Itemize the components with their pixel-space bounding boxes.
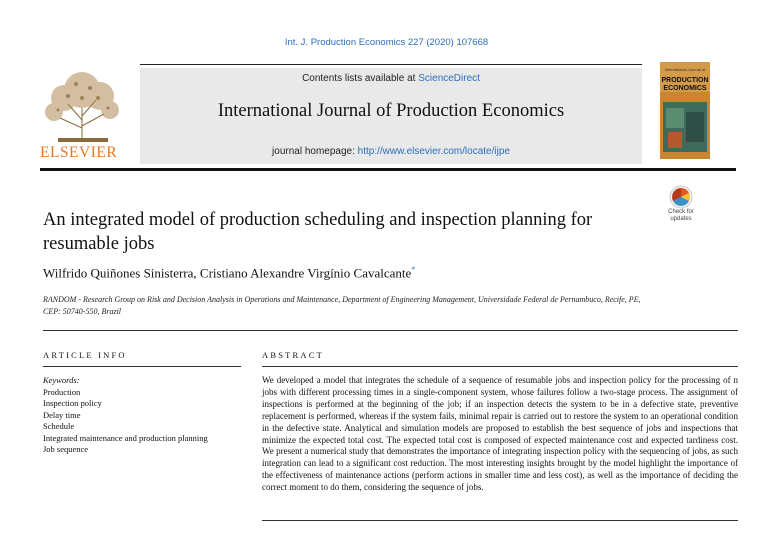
keyword-item: Production: [43, 386, 81, 397]
cover-image: [660, 62, 710, 159]
journal-homepage-link[interactable]: http://www.elsevier.com/locate/ijpe: [357, 146, 510, 157]
contents-line: [140, 73, 642, 84]
crossmark-icon: [660, 185, 702, 209]
keyword-item: Inspection policy: [43, 398, 102, 408]
keyword-item: Job sequence: [43, 444, 89, 454]
keywords-block: [43, 375, 241, 456]
keyword-item: Integrated maintenance and production planning: [43, 432, 208, 443]
author-affiliation: RANDOM - Research Group on Risk and Decision Analysis in Operations and Maintenance, Department of Engineering Management, Universidade Federal de Pernambuco, Recife, PE, CEP: 50740-550, Brazil: [43, 295, 641, 316]
abstract-rule: [262, 366, 738, 367]
header-top-rule: [140, 64, 642, 65]
header-bottom-rule: [40, 168, 736, 171]
cover-line2: ECONOMICS: [663, 85, 707, 92]
keywords-label: Keywords:: [43, 375, 80, 385]
keyword-item: Schedule: [43, 421, 75, 431]
homepage-line: [140, 146, 642, 157]
author-list: [43, 265, 415, 281]
keyword-item: Delay time: [43, 409, 81, 420]
svg-text:International Journal of: International Journal of: [664, 67, 706, 72]
author-separator: ,: [193, 265, 200, 281]
corresponding-author-mark[interactable]: *: [411, 265, 416, 274]
title-section-rule: [43, 330, 738, 331]
article-title: An integrated model of production scheduling and inspection planning for resumable jobs: [43, 210, 593, 254]
elsevier-logo[interactable]: [38, 68, 128, 163]
author-2[interactable]: Cristiano Alexandre Virgínio Cavalcante: [199, 265, 412, 281]
abstract-bottom-rule: [262, 520, 738, 521]
journal-citation[interactable]: Int. J. Production Economics 227 (2020) 107668: [284, 37, 489, 48]
journal-title: International Journal of Production Economics: [217, 101, 565, 121]
article-info-rule: [43, 366, 241, 367]
abstract-heading: ABSTRACT: [262, 350, 324, 360]
journal-cover-thumbnail[interactable]: [660, 62, 710, 159]
contents-prefix: Contents lists available at: [302, 73, 419, 84]
author-1[interactable]: Wilfrido Quiñones Sinisterra: [43, 265, 194, 281]
homepage-prefix: journal homepage:: [272, 146, 358, 157]
cover-line1: PRODUCTION: [661, 77, 709, 84]
abstract-text: We developed a model that integrates the schedule of a sequence of resumable jobs and inspection policy for the processing of n jobs with different processing times in a single-component system, whose failures follow a two-stage process. The assignment of inspections is performed at the beginning of the job; if an inspection detects the system to be in a defective state, preventive replacement is performed, whereas if the system fails, minimal repair is carried out to restore the system to an operational condition in the defective state. Analytical and simulation models are proposed to establish the best sequence of jobs and inspections that minimize the expected total cost. The expected total cost is composed of expected maintenance cost and expected tardiness cost. We present a numerical study that demonstrates the importance of integrating inspection policy with the sequencing of jobs, as such integration can lead to a significant cost reduction. The most interesting insights brought by the model highlight the importance of the effectiveness of maintenance actions (perform actions in smaller time and less cost), as well as the importance of deciding the correct moment to do them, considering the sequence of jobs.: [262, 375, 738, 493]
journal-header: [140, 68, 642, 164]
crossmark-label-line2: updates: [670, 216, 692, 222]
elsevier-tree-icon: [38, 68, 128, 144]
crossmark-label-line1: Check for: [668, 209, 694, 215]
article-info-heading: ARTICLE INFO: [43, 350, 127, 360]
elsevier-wordmark: ELSEVIER: [40, 144, 118, 161]
sciencedirect-link[interactable]: ScienceDirect: [418, 73, 480, 84]
check-for-updates-button[interactable]: [660, 185, 702, 227]
crossmark-label: [660, 209, 702, 223]
